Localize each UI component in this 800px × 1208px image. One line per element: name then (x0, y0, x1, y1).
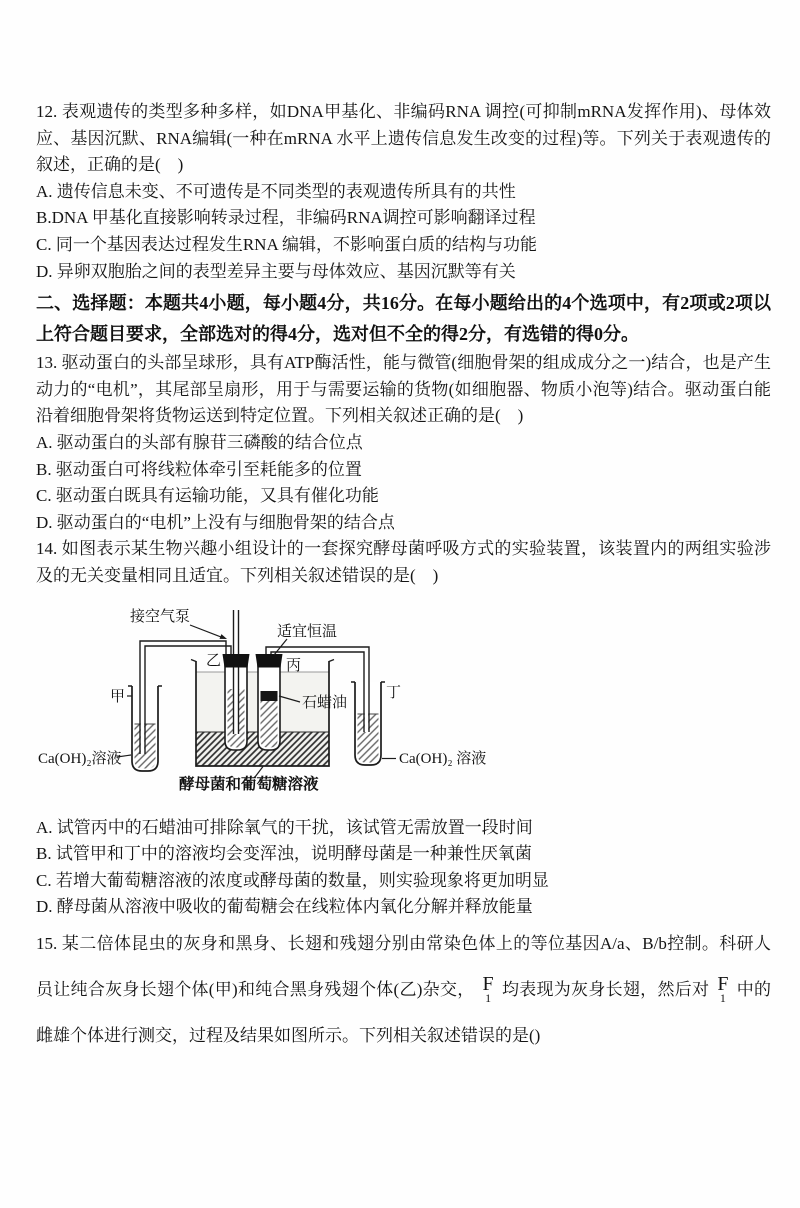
question-12 (36, 99, 771, 285)
exam-page (36, 99, 771, 1059)
label-caoh2-right: Ca(OH)₂ 溶液 (399, 750, 487, 767)
question-12-stem: 12. 表观遗传的类型多种多样，如DNA甲基化、非编码RNA 调控(可抑制mRNA发挥作用)、母体效应、基因沉默、RNA编辑(一种在mRNA 水平上遗传信息发生改变的过程)等。下列关于表观遗传的叙述，正确的是( ) (36, 102, 771, 175)
question-14-option-d: D. 酵母菌从溶液中吸收的葡萄糖会在线粒体内氧化分解并释放能量 (36, 897, 533, 917)
f1-letter: F (482, 972, 494, 995)
question-14-option-a: A. 试管丙中的石蜡油可排除氧气的干扰，该试管无需放置一段时间 (36, 817, 533, 837)
question-15 (36, 921, 771, 1059)
label-tube-bing: 丙 (286, 657, 302, 674)
question-15-stem-part1: 15. 某二倍体昆虫的灰身和黑身、长翅和残翅分别由常染色体上的等位基因A/a、B/b控制。科研人员让纯合灰身长翅个体(甲)和纯合黑身残翅个体(乙)杂交， (36, 933, 771, 999)
question-13 (36, 350, 771, 536)
question-14-option-b: B. 试管甲和丁中的溶液均会变浑浊，说明酵母菌是一种兼性厌氧菌 (36, 844, 532, 864)
f1-symbol (482, 972, 494, 1005)
question-12-option-c: C. 同一个基因表达过程发生RNA 编辑，不影响蛋白质的结构与功能 (36, 234, 538, 254)
air-pump-arrowhead (220, 634, 228, 639)
question-13-option-c: C. 驱动蛋白既具有运输功能，又具有催化功能 (36, 486, 379, 506)
stopper-yi (223, 654, 250, 668)
apparatus-diagram (30, 604, 535, 804)
f1-letter: F (717, 972, 729, 995)
question-12-option-d: D. 异卵双胞胎之间的表型差异主要与母体效应、基因沉默等有关 (36, 261, 516, 281)
label-constant-temp: 适宜恒温 (277, 623, 338, 640)
f1-subscript: 1 (719, 990, 726, 1005)
air-inlet-tube (234, 610, 239, 734)
f1-subscript: 1 (485, 990, 492, 1005)
label-paraffin-oil: 石蜡油 (302, 694, 348, 711)
question-12-option-b: B.DNA 甲基化直接影响转录过程，非编码RNA调控可影响翻译过程 (36, 208, 536, 228)
question-15-stem (36, 921, 771, 1059)
f1-symbol (717, 972, 729, 1005)
experiment-apparatus-figure (30, 604, 771, 809)
question-13-stem: 13. 驱动蛋白的头部呈球形，具有ATP酶活性，能与微管(细胞骨架的组成成分之一)结合，也是产生动力的“电机”，其尾部呈扇形，用于与需要运输的货物(如细胞器、物质小泡等)结合。驱动蛋白能沿着细胞骨架将货物运送到特定位置。下列相关叙述正确的是( ) (36, 353, 771, 426)
inner-tube-bing (258, 664, 280, 750)
label-tube-yi: 乙 (206, 652, 222, 669)
question-14-option-c: C. 若增大葡萄糖溶液的浓度或酵母菌的数量，则实验现象将更加明显 (36, 870, 549, 890)
stopper-bing (256, 654, 283, 668)
section-2-header: 二、选择题：本题共4小题，每小题4分，共16分。在每小题给出的4个选项中，有2项或2项以上符合题目要求，全部选对的得4分，选对但不全的得2分，有选错的得0分。 (36, 293, 771, 344)
question-13-option-d: D. 驱动蛋白的“电机”上没有与细胞骨架的结合点 (36, 512, 395, 532)
question-14 (36, 536, 771, 921)
label-caoh2-left: Ca(OH)₂溶液 (38, 750, 122, 767)
label-tube-ding: 丁 (386, 684, 402, 701)
label-yeast-glucose-solution: 酵母菌和葡萄糖溶液 (179, 775, 319, 793)
question-13-option-b: B. 驱动蛋白可将线粒体牵引至耗能多的位置 (36, 459, 362, 479)
question-14-stem: 14. 如图表示某生物兴趣小组设计的一套探究酵母菌呼吸方式的实验装置，该装置内的两组实验涉及的无关变量相同且适宜。下列相关叙述错误的是( ) (36, 539, 771, 585)
paraffin-oil-layer (261, 691, 278, 701)
question-15-stem-part2: 均表现为灰身长翅，然后对 (501, 979, 710, 999)
label-tube-jia: 甲 (110, 688, 126, 705)
question-15-stem-part3: 中的雌雄个体进行测交，过程及结果如图所示。下列相关叙述错误的是() (36, 979, 771, 1045)
bing-yeast-solution (261, 701, 278, 748)
question-13-option-a: A. 驱动蛋白的头部有腺苷三磷酸的结合位点 (36, 432, 363, 452)
label-air-pump: 接空气泵 (130, 608, 191, 625)
question-12-option-a: A. 遗传信息未变、不可遗传是不同类型的表观遗传所具有的共性 (36, 181, 516, 201)
